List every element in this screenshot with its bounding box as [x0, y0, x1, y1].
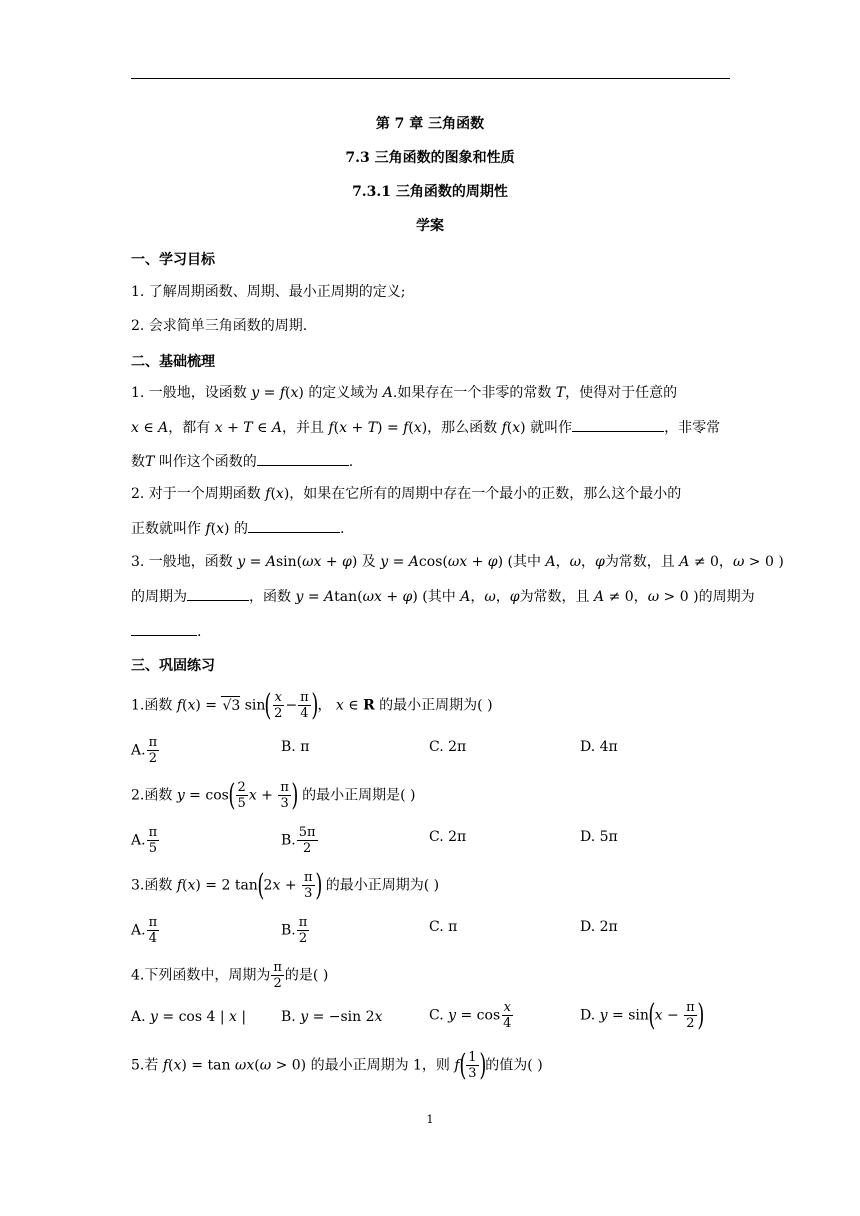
- question-5: 5.若 f(x) = tan ωx(ω > 0) 的最小正周期为 1，则 f( $\frac{1}{3}$ )的值为( ): [131, 1047, 543, 1083]
- question-4: 4.下列函数中，周期为 $\frac{\pi}{2}$ 的是( ): [131, 960, 329, 991]
- header-rule: [131, 78, 730, 79]
- q1-option-b[interactable]: B. π: [281, 739, 310, 755]
- q3-option-b[interactable]: B. $\frac{\pi}{2}$: [281, 915, 308, 946]
- q2-option-a[interactable]: A. $\frac{\pi}{5}$: [131, 825, 158, 856]
- basics-para-3-line-2: 的周期为 ，函数 y = Atan(ωx + φ) (其中 A，ω，φ为常数，且 A ≠ 0，ω > 0 )的周期为: [131, 586, 731, 606]
- question-1: 1.函数 f(x) = √3 sin( $\frac{x}{2}$ − $\frac{\pi}{4}$ )， x ∈ R 的最小正周期为( ): [131, 687, 493, 723]
- answer-blank[interactable]: [248, 518, 340, 533]
- basics-para-1-line-3: 数T 叫作这个函数的 .: [131, 451, 731, 471]
- q1-option-d[interactable]: D. 4π: [580, 739, 618, 755]
- q2-option-b[interactable]: B. $\frac{5\pi}{2}$: [281, 825, 316, 856]
- q4-option-a[interactable]: A. y = cos 4 | x |: [131, 1009, 247, 1025]
- basics-para-2-line-2: 正数就叫作 f(x) 的 .: [131, 518, 731, 538]
- basics-para-1-line-2: x ∈ A，都有 x + T ∈ A，并且 f(x + T) = f(x)，那么函数 f(x) 就叫作 ，非零常: [131, 417, 731, 437]
- answer-blank[interactable]: [131, 621, 197, 636]
- subsection-title: 7.3.1 三角函数的周期性: [352, 184, 508, 200]
- section-title: 7.3 三角函数的图象和性质: [345, 150, 515, 166]
- q3-option-d[interactable]: D. 2π: [580, 919, 618, 935]
- q2-option-d[interactable]: D. 5π: [580, 829, 618, 845]
- question-2: 2.函数 y = cos( $\frac{2}{5}$ x + $\frac{\pi}{3}$ ) 的最小正周期是( ): [131, 777, 416, 813]
- q3-option-a[interactable]: A. $\frac{\pi}{4}$: [131, 915, 158, 946]
- q4-option-b[interactable]: B. y = −sin 2x: [281, 1009, 383, 1025]
- section-heading-basics: 二、基础梳理: [131, 354, 215, 370]
- q1-option-c[interactable]: C. 2π: [429, 739, 467, 755]
- q4-option-d[interactable]: D. y = sin(x − $\frac{\pi}{2}$ ): [580, 997, 705, 1033]
- basics-para-3-line-1: 3. 一般地，函数 y = Asin(ωx + φ) 及 y = Acos(ωx + φ) (其中 A，ω，φ为常数，且 A ≠ 0，ω > 0 ): [131, 554, 784, 570]
- page-number: 1: [426, 1113, 434, 1126]
- goal-1: 1. 了解周期函数、周期、最小正周期的定义;: [131, 284, 406, 300]
- q4-option-c[interactable]: C. y = cos $\frac{x}{4}$: [429, 1000, 512, 1031]
- answer-blank[interactable]: [572, 417, 664, 432]
- basics-para-3-line-3: .: [131, 621, 731, 641]
- section-heading-practice: 三、巩固练习: [131, 658, 215, 674]
- doc-type-title: 学案: [416, 218, 444, 234]
- q3-option-c[interactable]: C. π: [429, 919, 458, 935]
- goal-2: 2. 会求简单三角函数的周期.: [131, 318, 308, 334]
- chapter-title: 第 7 章 三角函数: [375, 116, 485, 132]
- basics-para-1-line-1: 1. 一般地，设函数 y = f(x) 的定义域为 A.如果存在一个非零的常数 T，使得对于任意的: [131, 385, 678, 401]
- answer-blank[interactable]: [187, 586, 249, 601]
- q1-option-a[interactable]: A. $\frac{\pi}{2}$: [131, 735, 158, 766]
- section-heading-goals: 一、学习目标: [131, 252, 215, 268]
- answer-blank[interactable]: [257, 451, 349, 466]
- question-3: 3.函数 f(x) = 2 tan(2x + $\frac{\pi}{3}$ ) 的最小正周期为( ): [131, 867, 440, 903]
- basics-para-2-line-1: 2. 对于一个周期函数 f(x)，如果在它所有的周期中存在一个最小的正数，那么这个最小的: [131, 486, 682, 502]
- q2-option-c[interactable]: C. 2π: [429, 829, 467, 845]
